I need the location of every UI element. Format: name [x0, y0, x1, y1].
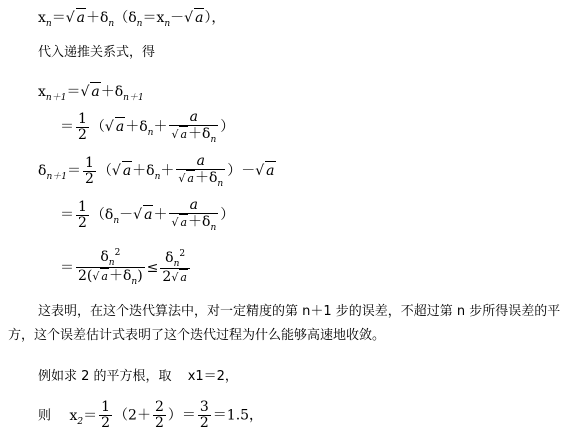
example-text: 例如求 2 的平方根，取 [38, 369, 172, 384]
recurrence-label: 代入递推关系式，得 [38, 45, 156, 60]
result-line: 则 $x_2=$ $\frac{1}{2}$ （2＋ $\frac{2}{2}$ ）＝ $\frac{3}{2}$ ＝1.5， [38, 399, 264, 431]
formula-line-1: $x_n=√$ $a+\delta_n(\delta_n=x_n-√$ a）， [38, 10, 226, 29]
formula-line-4: ＝ $\frac{1}{2}$ （√ $a+\delta_n+$ $\frac{a}{√ a+\delta_n}$ ） [60, 109, 235, 145]
formula-line-6: ＝ $\frac{1}{2}$ （$\delta_n-√$ a＋ $\frac{a}{√ a+\delta_n}$ ） [60, 197, 235, 233]
then-label: 则 [38, 408, 52, 424]
example-value: x1＝2， [187, 369, 238, 384]
result-value: ＝1.5， [212, 407, 264, 424]
example-line [38, 368, 238, 386]
explanation-paragraph: 这表明，在这个迭代算法中，对一定精度的第 n＋1 步的误差，不超过第 n 步所得误差的平方，这个误差估计式表明了这个迭代过程为什么能够高速地收敛。 [8, 304, 561, 343]
formula-line-3: $x_{n+1}=√$ $a+\delta_{n+1}$ [38, 84, 144, 103]
formula-line-5: $\delta_{n+1}=$ $\frac{1}{2}$ （√ $a+\delta_n+$ $\frac{a}{√ a+\delta_n}$ ）－√ a [38, 153, 275, 189]
formula-line-7: ＝ $\frac{\delta_n^2}{2(√ a+\delta_n)}$ ≤ $\frac{\delta_n^2}{2√ a}$ [60, 250, 192, 286]
